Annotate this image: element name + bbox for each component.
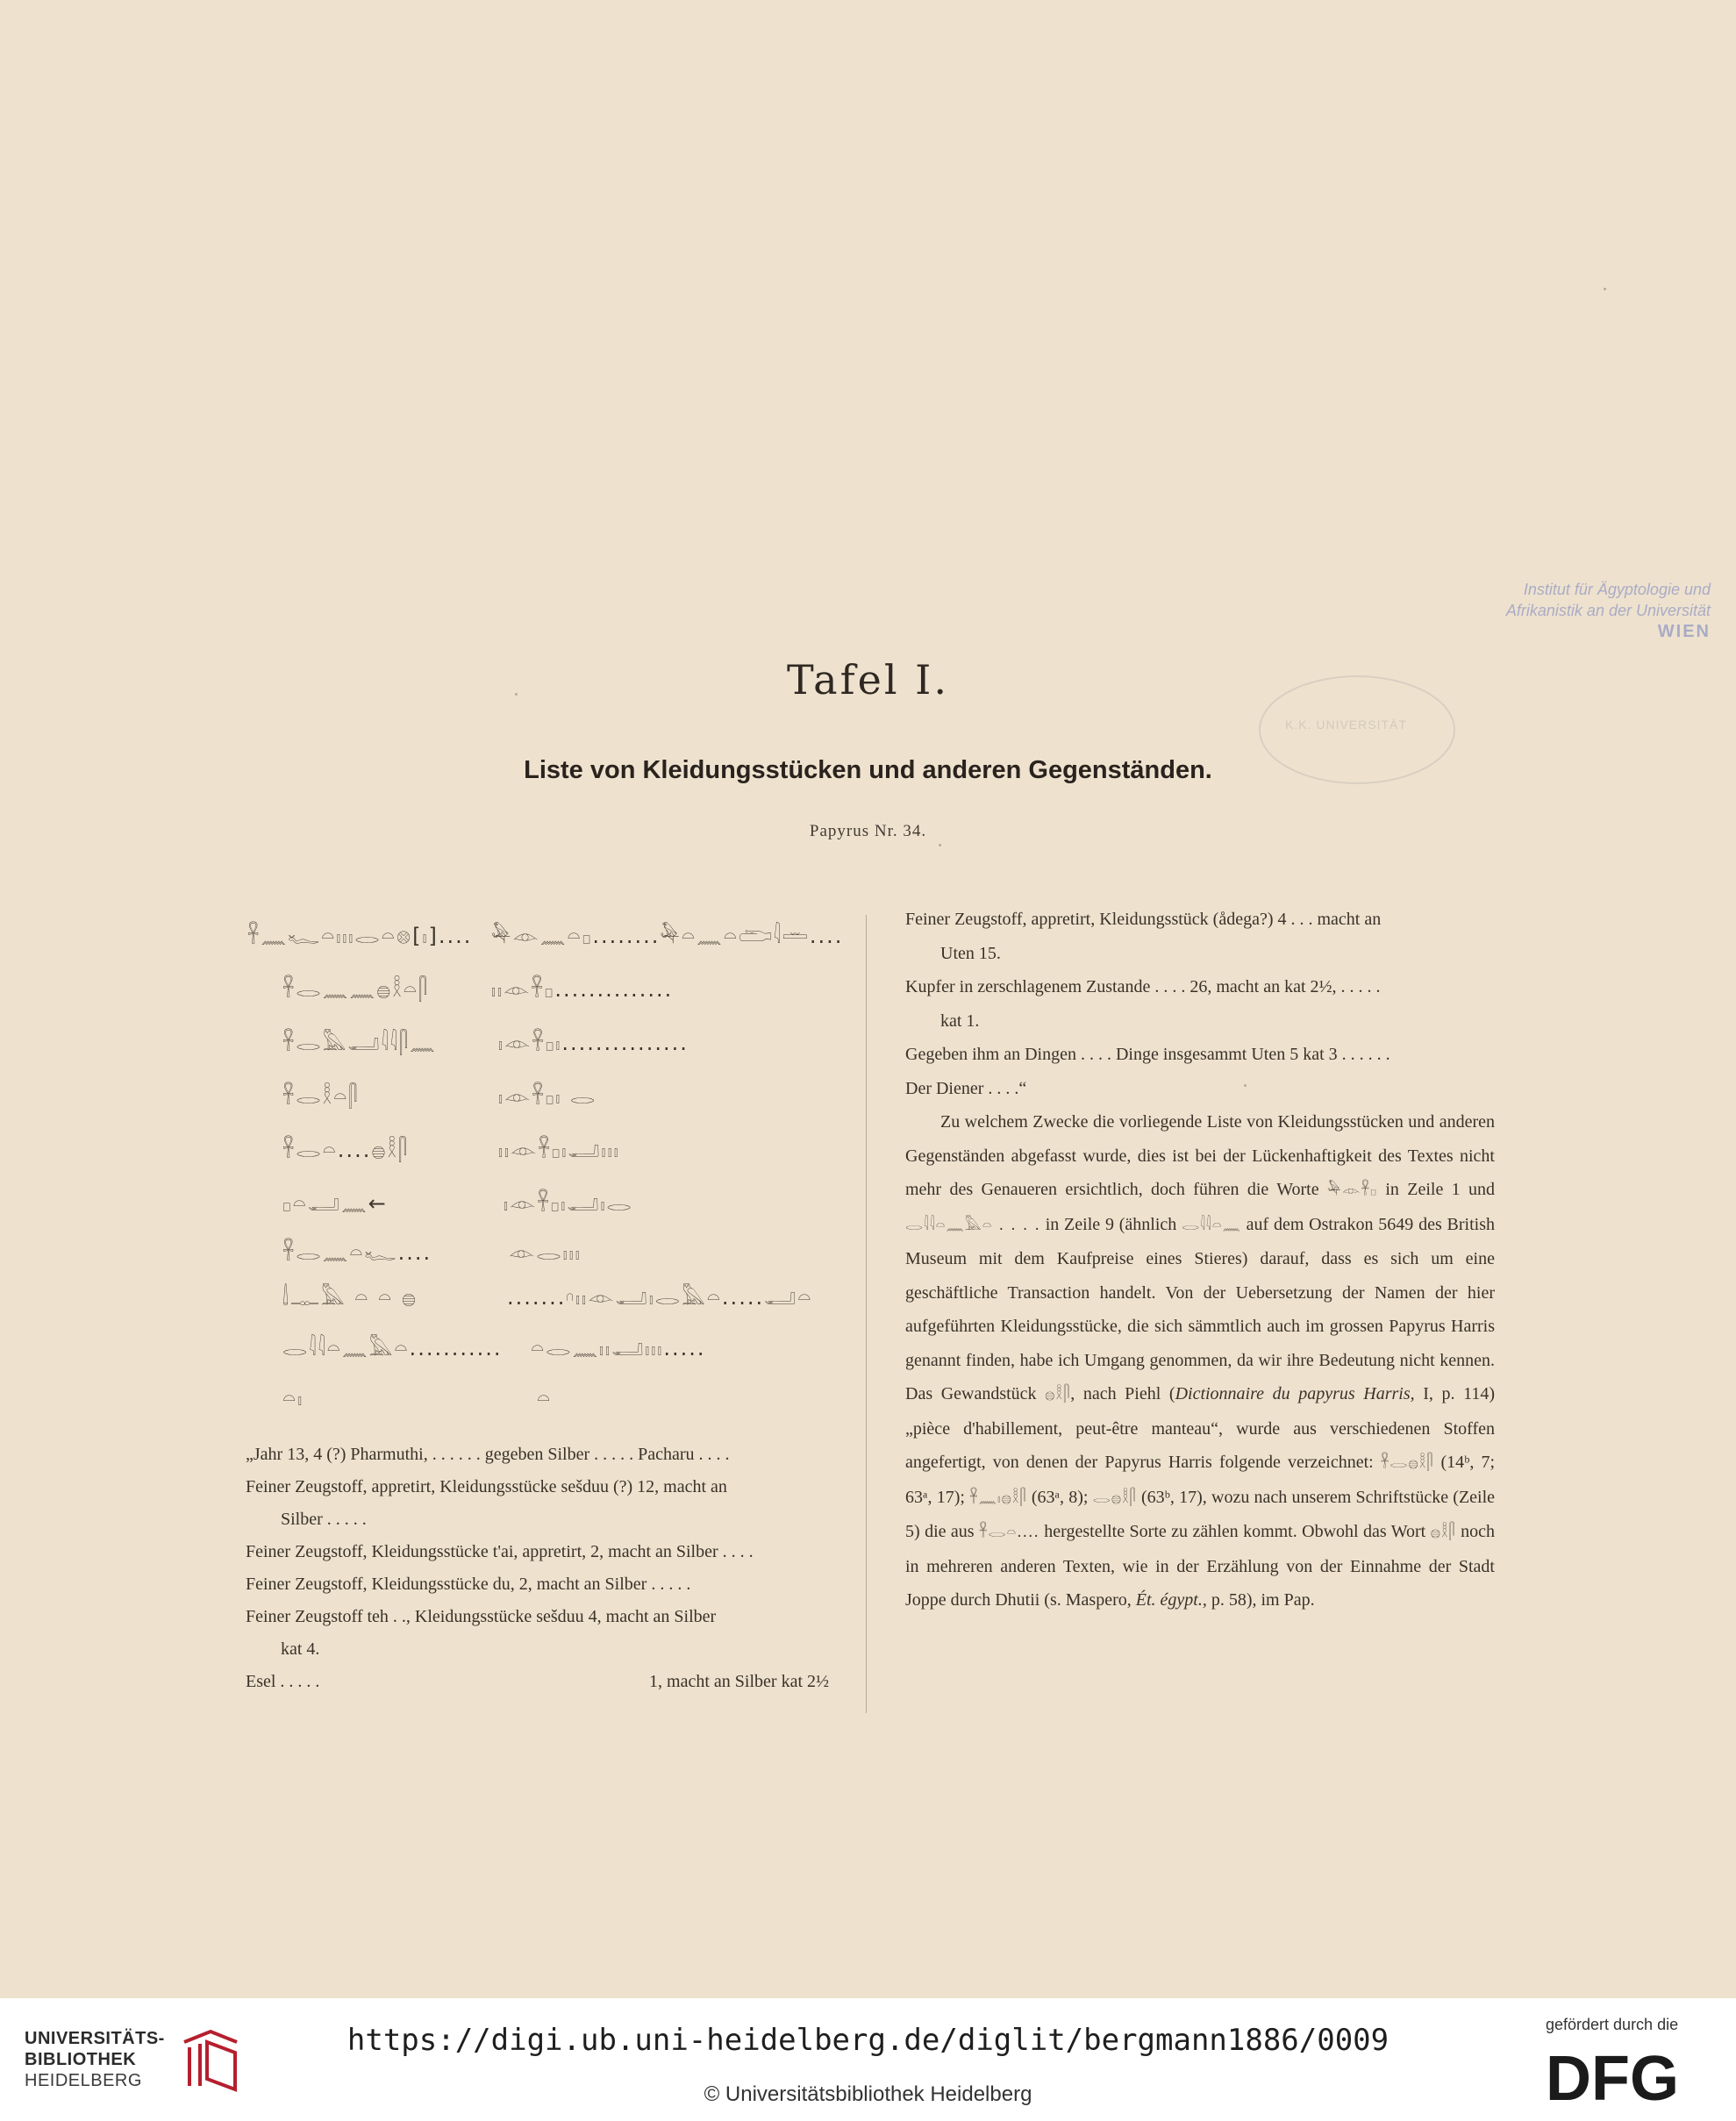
permalink-url[interactable]: https://digi.ub.uni-heidelberg.de/diglit/bergmann1886/0009 xyxy=(346,2023,1390,2058)
svg-text:DFG: DFG xyxy=(1546,2046,1679,2107)
translation-left-column xyxy=(246,1439,829,1698)
faded-round-stamp: K.K. UNIVERSITÄT xyxy=(1259,675,1455,784)
hieroglyph-row: .......𓎆𓏤𓏤𓁹𓂝𓏤𓂋𓅓𓏏.....𓂝𓏏 xyxy=(507,1285,813,1310)
page-subtitle: Liste von Kleidungsstücken und anderen Gegenständen. xyxy=(524,756,1212,784)
hieroglyph-row: 𓏤𓁹𓋹𓊪𓏤............... xyxy=(498,1031,689,1055)
hieroglyph-row: 𓁹𓂋𓏤𓏤𓏤 xyxy=(509,1240,582,1265)
hieroglyph-row: 𓂋𓇋𓇋𓏏𓈖𓅓𓏏........... xyxy=(282,1336,503,1360)
hieroglyph-row: 𓋹𓂋𓎛𓏏𓋴 xyxy=(282,1084,360,1109)
copyright-notice: © Universitätsbibliothek Heidelberg xyxy=(704,2082,1032,2106)
hieroglyph-row: 𓋹𓂋𓈖𓏏𓆑.... xyxy=(282,1240,432,1265)
funding-caption: gefördert durch die xyxy=(1546,2016,1679,2033)
text-line: Feiner Zeugstoff, Kleidungsstücke t'ai, appretirt, 2, macht an Silber . . . . xyxy=(246,1542,754,1561)
text-line: kat 4. xyxy=(281,1639,320,1659)
dfg-logo-icon xyxy=(1546,2046,1712,2107)
text-line: kat 1. xyxy=(940,1011,980,1031)
hieroglyph-row: 𓏏𓏤 xyxy=(282,1386,304,1410)
text-line: Feiner Zeugstoff, appretirt, Kleidungsstücke sešduu (?) 12, macht an xyxy=(246,1477,727,1496)
text-line: Feiner Zeugstoff, appretirt, Kleidungsstück (ådega?) 4 . . . macht an xyxy=(905,910,1382,929)
hieroglyph-row: 𓏏𓂋𓈖𓏤𓏤𓂝𓏤𓏤𓏤..... xyxy=(531,1336,706,1360)
text-line: Esel . . . . . 1, macht an Silber kat 2½ xyxy=(246,1672,829,1691)
hieroglyph-row: 𓏤𓏤𓁹𓋹𓊪𓏤𓂝𓏤𓏤𓏤 xyxy=(498,1138,620,1162)
hieroglyph-row: 𓋹𓂋𓅓𓂝𓇋𓇋𓋴𓈖 xyxy=(282,1031,437,1055)
library-stamp: Institut für Ägyptologie und Afrikanistik an der Universität WIEN xyxy=(1505,581,1711,641)
hieroglyph-row: 𓋹𓂋𓏏....𓐍𓎛𓋴 xyxy=(282,1138,410,1162)
hieroglyph-row: 𓌃𓊃𓅓 𓏏 𓏏 𓐍 xyxy=(282,1285,418,1310)
text-line: Gegeben ihm an Dingen . . . . Dinge insgesammt Uten 5 kat 3 . . . . . . xyxy=(905,1045,1390,1064)
commentary-right-column xyxy=(905,903,1495,1618)
commentary-paragraph: Zu welchem Zwecke die vorliegende Liste von Kleidungsstücken und anderen Gegenständen abgefasst wurde, dies ist bei der Lückenhaftigkeit des Textes nicht mehr des Genaueren ersichtlich, doch führen die Worte 𓅆𓁹𓋹𓊪 in Zeile 1 und 𓂋𓇋𓇋𓏏𓈖𓅓𓏏 . . . . in Zeile 9 (ähnlich 𓂋𓇋𓇋𓏏𓈖 auf dem Ostrakon 5649 des British Museum mit dem Kaufpreise eines Stieres) darauf, dass es sich um eine geschäftliche Transaction handelt. Von der Uebersetzung der Namen der hier aufgeführten Kleidungsstücke, die sich sämmtlich auch im grossen Papyrus Harris genannt finden, habe ich Umgang genommen, da wir ihre Bedeutung nicht kennen. Das Gewandstück 𓐍𓎛𓋴, nach Piehl (Dictionnaire du papyrus Harris, I, p. 114) „pièce d'habillement, peut-être manteau“, wurde aus verschiedenen Stoffen angefertigt, von denen der Papyrus Harris folgende verzeichnet: 𓋹𓂋𓐍𓎛𓋴 (14ᵇ, 7; 63ᵃ, 17); 𓋹𓈖𓏤𓐍𓎛𓋴 (63ᵃ, 8); 𓂋𓐍𓎛𓋴 (63ᵇ, 17), wozu nach unserem Schriftstücke (Zeile 5) die aus 𓋹𓂋𓏏.... hergestellte Sorte zu zählen kommt. Obwohl das Wort 𓐍𓎛𓋴 noch in mehreren anderen Texten, wie in der Erzählung von der Einnahme der Stadt Joppe durch Dhutii (s. Maspero, Ét. égypt., p. 58), im Pap. xyxy=(905,1112,1496,1610)
hieroglyph-row: 𓋹𓂋𓈖𓈖𓐍𓎛𓏏𓋴 xyxy=(282,977,430,1002)
hieroglyph-row: 𓏏 xyxy=(537,1386,553,1410)
hieroglyph-row: 𓋹𓈖𓆑𓏏𓏤𓏤𓏤𓂋𓏏𓊖[𓏤].... xyxy=(247,924,473,948)
column-divider xyxy=(866,915,867,1713)
hieroglyph-row: 𓏤𓁹𓋹𓊪𓏤𓂝𓏤𓂋 xyxy=(504,1191,633,1216)
text-line: Silber . . . . . xyxy=(281,1510,367,1529)
hieroglyph-row: 𓏤𓁹𓋹𓊪𓏤 𓂋 xyxy=(498,1084,597,1109)
text-line: Feiner Zeugstoff, Kleidungsstücke du, 2, macht an Silber . . . . . xyxy=(246,1575,691,1594)
text-line: Der Diener . . . .“ xyxy=(905,1078,1027,1098)
hieroglyph-row: 𓏤𓏤𓁹𓋹𓊪.............. xyxy=(491,977,674,1002)
papyrus-number: Papyrus Nr. 34. xyxy=(809,822,927,840)
library-name: UNIVERSITÄTS- BIBLIOTHEK HEIDELBERG xyxy=(25,2029,165,2090)
text-line: Kupfer in zerschlagenem Zustande . . . . 26, macht an kat 2½, . . . . . xyxy=(905,977,1381,996)
hieroglyph-row: 𓊪𓏏𓂝𓈖← xyxy=(282,1191,388,1216)
footer-bar xyxy=(0,1998,1736,2121)
hieroglyph-row: 𓅆𓁹𓈖𓏏𓊪........𓅆𓏏𓈖𓏏𓂧𓇋𓏛.... xyxy=(491,924,844,948)
text-line: Uten 15. xyxy=(940,943,1001,963)
page-title: Tafel I. xyxy=(787,656,949,703)
text-line: „Jahr 13, 4 (?) Pharmuthi, . . . . . . gegeben Silber . . . . . Pacharu . . . . xyxy=(246,1445,730,1464)
text-line: Feiner Zeugstoff teh . ., Kleidungsstücke sešduu 4, macht an Silber xyxy=(246,1607,717,1626)
